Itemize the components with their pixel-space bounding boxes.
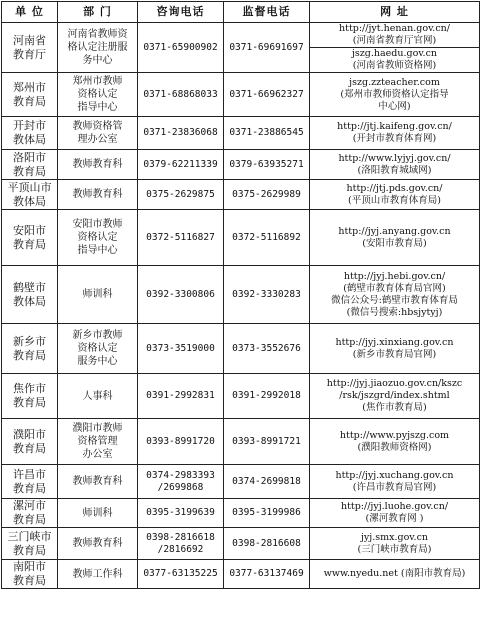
department-cell-line: 资格认定	[77, 343, 118, 354]
unit-cell	[2, 210, 58, 266]
supervise-phone-cell-line: 0375-2629989	[232, 188, 301, 200]
department-cell	[58, 180, 138, 210]
unit-cell-line: 教育局	[13, 513, 46, 526]
unit-cell	[2, 180, 58, 210]
website-cell	[310, 499, 480, 528]
website-cell-line[interactable]: http://jtj.kaifeng.gov.cn/	[337, 121, 452, 132]
website-cell-line[interactable]: http://jyj.anyang.gov.cn	[338, 225, 451, 237]
unit-cell-line: 漯河市	[13, 499, 46, 512]
unit-cell	[2, 528, 58, 560]
consult-phone-cell-line: /2816692	[157, 543, 204, 555]
supervise-phone-cell	[224, 180, 310, 210]
supervise-phone-cell-line: 0372-5116892	[232, 231, 301, 243]
contact-table-container	[1, 1, 480, 589]
website-cell-line: (微信号搜索:hbsjytyj)	[346, 306, 443, 318]
table-row	[2, 374, 480, 419]
website-cell-line[interactable]: http://jyj.xinxiang.gov.cn	[335, 336, 454, 348]
table-row	[2, 150, 480, 180]
department-cell-line: 资格认定	[77, 232, 118, 243]
table-row	[2, 560, 480, 589]
website-cell-line: (新乡市教育局官网)	[352, 348, 437, 360]
website-cell-line[interactable]: http://jtj.pds.gov.cn/	[346, 182, 443, 194]
consult-phone-cell-line: /2699868	[157, 481, 204, 493]
department-cell	[58, 465, 138, 499]
supervise-phone-cell-line: 0395-3199986	[232, 507, 301, 518]
department-cell-line: 服务中心	[77, 356, 118, 367]
department-cell	[58, 210, 138, 266]
table-row	[2, 324, 480, 374]
website-cell-line: (焦作市教育局)	[362, 402, 427, 413]
unit-cell-line: 教育局	[13, 164, 46, 178]
consult-phone-cell	[138, 560, 224, 589]
supervise-phone-cell-line: 0371-66962327	[229, 88, 304, 100]
unit-cell-line: 教育局	[13, 237, 46, 251]
department-cell-line: 教师工作科	[72, 568, 123, 580]
consult-phone-cell-line: 0379-62211339	[143, 158, 218, 170]
table-row	[2, 180, 480, 210]
website-cell	[310, 117, 480, 150]
table-row	[2, 266, 480, 324]
department-cell-line: 资格认定	[77, 89, 118, 100]
department-cell	[58, 117, 138, 150]
website-cell-line: 中心网)	[378, 100, 411, 112]
department-cell-line: 教师资格管	[72, 121, 123, 132]
consult-phone-cell	[138, 23, 224, 73]
supervise-phone-cell	[224, 374, 310, 419]
website-cell	[310, 73, 480, 117]
department-cell-line: 师训科	[82, 289, 113, 300]
website-cell-line: (濮阳教师资格网)	[357, 441, 432, 453]
header-website: 网 址	[310, 2, 480, 23]
website-cell-line: (三门峡市教育局)	[357, 543, 432, 555]
website-cell-line[interactable]: jszg.haedu.gov.cn	[351, 48, 438, 59]
department-cell-line: 人事科	[82, 390, 113, 402]
website-cell-line: (鹤壁市教育体育局官网)	[343, 282, 446, 294]
website-cell	[310, 324, 480, 374]
department-cell-line: 指导中心	[77, 102, 118, 113]
website-cell	[310, 150, 480, 180]
supervise-phone-cell	[224, 324, 310, 374]
consult-phone-cell	[138, 528, 224, 560]
header-consult-phone: 咨询电话	[138, 2, 224, 23]
department-cell-line: 教师教育科	[72, 159, 123, 170]
unit-cell-line: 教育局	[13, 348, 46, 362]
supervise-phone-cell	[224, 499, 310, 528]
unit-cell-line: 平顶山市	[7, 180, 52, 194]
supervise-phone-cell	[224, 117, 310, 150]
supervise-phone-cell	[224, 465, 310, 499]
consult-phone-cell	[138, 374, 224, 419]
supervise-phone-cell-line: 0393-8991721	[232, 435, 301, 447]
website-cell	[310, 560, 480, 589]
website-cell-line[interactable]: http://www.pyjszg.com	[339, 429, 450, 441]
website-cell	[310, 180, 480, 210]
table-row	[2, 465, 480, 499]
supervise-phone-cell	[224, 210, 310, 266]
department-cell	[58, 419, 138, 465]
consult-phone-cell	[138, 465, 224, 499]
header-department: 部 门	[58, 2, 138, 23]
website-cell-line[interactable]: http://jyj.jiaozuo.gov.cn/kszc	[326, 378, 463, 389]
unit-cell-line: 教育局	[13, 543, 46, 557]
consult-phone-cell-line: 0371-23836068	[143, 127, 218, 138]
unit-cell	[2, 560, 58, 589]
website-cell-line[interactable]: jszg.zzteacher.com	[349, 76, 440, 88]
unit-cell-line: 教育局	[13, 574, 46, 587]
unit-cell-line: 三门峡市	[7, 529, 52, 543]
unit-cell-line: 焦作市	[13, 382, 46, 395]
unit-cell	[2, 419, 58, 465]
consult-phone-cell	[138, 499, 224, 528]
unit-cell-line: 洛阳市	[13, 150, 46, 164]
department-cell	[58, 150, 138, 180]
consult-phone-cell-line: 0377-63135225	[143, 568, 218, 579]
department-cell	[58, 499, 138, 528]
website-cell-line: (许昌市教育局官网)	[352, 481, 437, 493]
website-cell-line: (河南省教育厅官网)	[352, 35, 437, 46]
supervise-phone-cell	[224, 528, 310, 560]
supervise-phone-cell-line: 0398-2816608	[232, 537, 301, 549]
supervise-phone-cell-line: 0371-23886545	[229, 127, 304, 138]
department-cell	[58, 374, 138, 419]
department-cell-line: 指导中心	[77, 245, 118, 256]
consult-phone-cell	[138, 150, 224, 180]
unit-cell	[2, 23, 58, 73]
website-cell-line: (漯河教育网 )	[365, 513, 424, 524]
consult-phone-cell-line: 0398-2816618	[146, 531, 215, 543]
department-cell	[58, 324, 138, 374]
department-cell	[58, 23, 138, 73]
website-cell-line[interactable]: jyj.smx.gov.cn	[360, 531, 429, 543]
consult-phone-cell-line: 0373-3519000	[146, 342, 215, 354]
supervise-phone-cell	[224, 23, 310, 73]
unit-cell-line: 郑州市	[13, 80, 46, 94]
unit-cell-line: 南阳市	[13, 560, 46, 573]
website-cell	[310, 419, 480, 465]
header-row	[2, 2, 480, 23]
website-cell	[310, 266, 480, 324]
unit-cell-line: 教育厅	[13, 47, 46, 61]
website-cell-line: /rsk/jszgrd/index.shtml	[339, 390, 450, 401]
unit-cell-line: 濮阳市	[13, 427, 46, 441]
department-cell-line: 教师教育科	[72, 538, 123, 549]
table-body	[2, 23, 480, 589]
website-cell-line[interactable]: http://jyj.hebi.gov.cn/	[343, 270, 446, 282]
unit-cell-line: 开封市	[13, 119, 46, 132]
unit-cell	[2, 117, 58, 150]
website-cell-line[interactable]: http://www.lyjyj.gov.cn/	[338, 152, 451, 164]
department-cell	[58, 560, 138, 589]
department-cell-line: 格认定注册服	[67, 42, 128, 53]
table-row	[2, 23, 480, 48]
supervise-phone-cell	[224, 560, 310, 589]
department-cell-line: 濮阳市教师	[72, 423, 123, 434]
website-cell	[310, 48, 480, 73]
unit-cell-line: 鹤壁市	[13, 280, 46, 294]
unit-cell-line: 教体局	[13, 294, 46, 308]
supervise-phone-cell-line: 0373-3552676	[232, 342, 301, 354]
website-cell-line: (洛阳教育城域网)	[357, 164, 432, 176]
table-row	[2, 528, 480, 560]
supervise-phone-cell	[224, 73, 310, 117]
department-cell-line: 资格管理	[77, 436, 118, 447]
consult-phone-cell	[138, 324, 224, 374]
contact-table	[1, 1, 480, 589]
department-cell-line: 郑州市教师	[72, 76, 123, 87]
table-row	[2, 117, 480, 150]
website-cell	[310, 374, 480, 419]
website-cell	[310, 210, 480, 266]
department-cell-line: 新乡市教师	[72, 330, 123, 341]
consult-phone-cell	[138, 266, 224, 324]
consult-phone-cell	[138, 210, 224, 266]
website-cell	[310, 23, 480, 48]
consult-phone-cell-line: 0374-2983393	[146, 469, 215, 481]
website-cell	[310, 528, 480, 560]
table-row	[2, 419, 480, 465]
unit-cell-line: 教体局	[13, 133, 46, 146]
unit-cell-line: 教体局	[13, 194, 46, 208]
department-cell-line: 教师教育科	[72, 189, 123, 200]
department-cell-line: 理办公室	[77, 134, 118, 145]
website-cell-line: (郑州市教师资格认定指导	[340, 88, 449, 100]
unit-cell-line: 教育局	[13, 396, 46, 409]
consult-phone-cell-line: 0375-2629875	[146, 188, 215, 200]
consult-phone-cell	[138, 180, 224, 210]
supervise-phone-cell-line: 0374-2699818	[232, 475, 301, 487]
unit-cell-line: 教育局	[13, 481, 46, 495]
unit-cell	[2, 499, 58, 528]
supervise-phone-cell-line: 0392-3330283	[232, 288, 301, 300]
department-cell	[58, 266, 138, 324]
unit-cell	[2, 73, 58, 117]
consult-phone-cell	[138, 117, 224, 150]
website-cell-line: (安阳市教育局)	[362, 237, 427, 249]
unit-cell	[2, 150, 58, 180]
consult-phone-cell-line: 0371-68868033	[143, 88, 218, 100]
consult-phone-cell-line: 0393-8991720	[146, 435, 215, 447]
table-row	[2, 210, 480, 266]
supervise-phone-cell-line: 0371-69691697	[229, 41, 304, 53]
department-cell-line: 教师教育科	[72, 476, 123, 487]
department-cell	[58, 73, 138, 117]
department-cell	[58, 528, 138, 560]
website-cell-line: 微信公众号:鹤壁市教育体育局	[331, 294, 458, 306]
supervise-phone-cell	[224, 150, 310, 180]
unit-cell	[2, 324, 58, 374]
supervise-phone-cell	[224, 266, 310, 324]
website-cell-line: (河南省教师资格网)	[352, 60, 437, 71]
supervise-phone-cell-line: 0391-2992018	[232, 390, 301, 401]
consult-phone-cell-line: 0391-2992831	[146, 390, 215, 401]
website-cell-line[interactable]: www.nyedu.net (南阳市教育局)	[323, 568, 466, 579]
unit-cell	[2, 465, 58, 499]
header-unit: 单 位	[2, 2, 58, 23]
consult-phone-cell-line: 0372-5116827	[146, 231, 215, 243]
department-cell-line: 河南省教师资	[67, 29, 128, 40]
website-cell-line: (开封市教育体育网)	[352, 133, 437, 144]
website-cell-line[interactable]: http://jyj.xuchang.gov.cn	[335, 469, 454, 481]
unit-cell-line: 新乡市	[13, 334, 46, 348]
header-supervise-phone: 监督电话	[224, 2, 310, 23]
supervise-phone-cell-line: 0377-63137469	[229, 568, 304, 579]
supervise-phone-cell-line: 0379-63935271	[229, 158, 304, 170]
consult-phone-cell-line: 0371-65900902	[143, 41, 218, 53]
website-cell	[310, 465, 480, 499]
unit-cell	[2, 374, 58, 419]
unit-cell-line: 河南省	[13, 33, 46, 47]
department-cell-line: 安阳市教师	[72, 219, 123, 230]
website-cell-line: (平顶山市教育体育局)	[348, 194, 441, 206]
unit-cell-line: 教育局	[13, 94, 46, 108]
consult-phone-cell-line: 0392-3300806	[146, 288, 215, 300]
department-cell-line: 务中心	[82, 55, 113, 66]
consult-phone-cell	[138, 419, 224, 465]
consult-phone-cell-line: 0395-3199639	[146, 507, 215, 518]
unit-cell	[2, 266, 58, 324]
website-cell-line[interactable]: http://jyj.luohe.gov.cn/	[340, 501, 449, 512]
department-cell-line: 办公室	[82, 449, 113, 460]
consult-phone-cell	[138, 73, 224, 117]
department-cell-line: 师训科	[82, 507, 113, 519]
unit-cell-line: 许昌市	[13, 467, 46, 481]
supervise-phone-cell	[224, 419, 310, 465]
table-row	[2, 73, 480, 117]
unit-cell-line: 安阳市	[13, 223, 46, 237]
website-cell-line[interactable]: http://jyt.henan.gov.cn/	[339, 23, 450, 34]
table-row	[2, 499, 480, 528]
unit-cell-line: 教育局	[13, 441, 46, 455]
